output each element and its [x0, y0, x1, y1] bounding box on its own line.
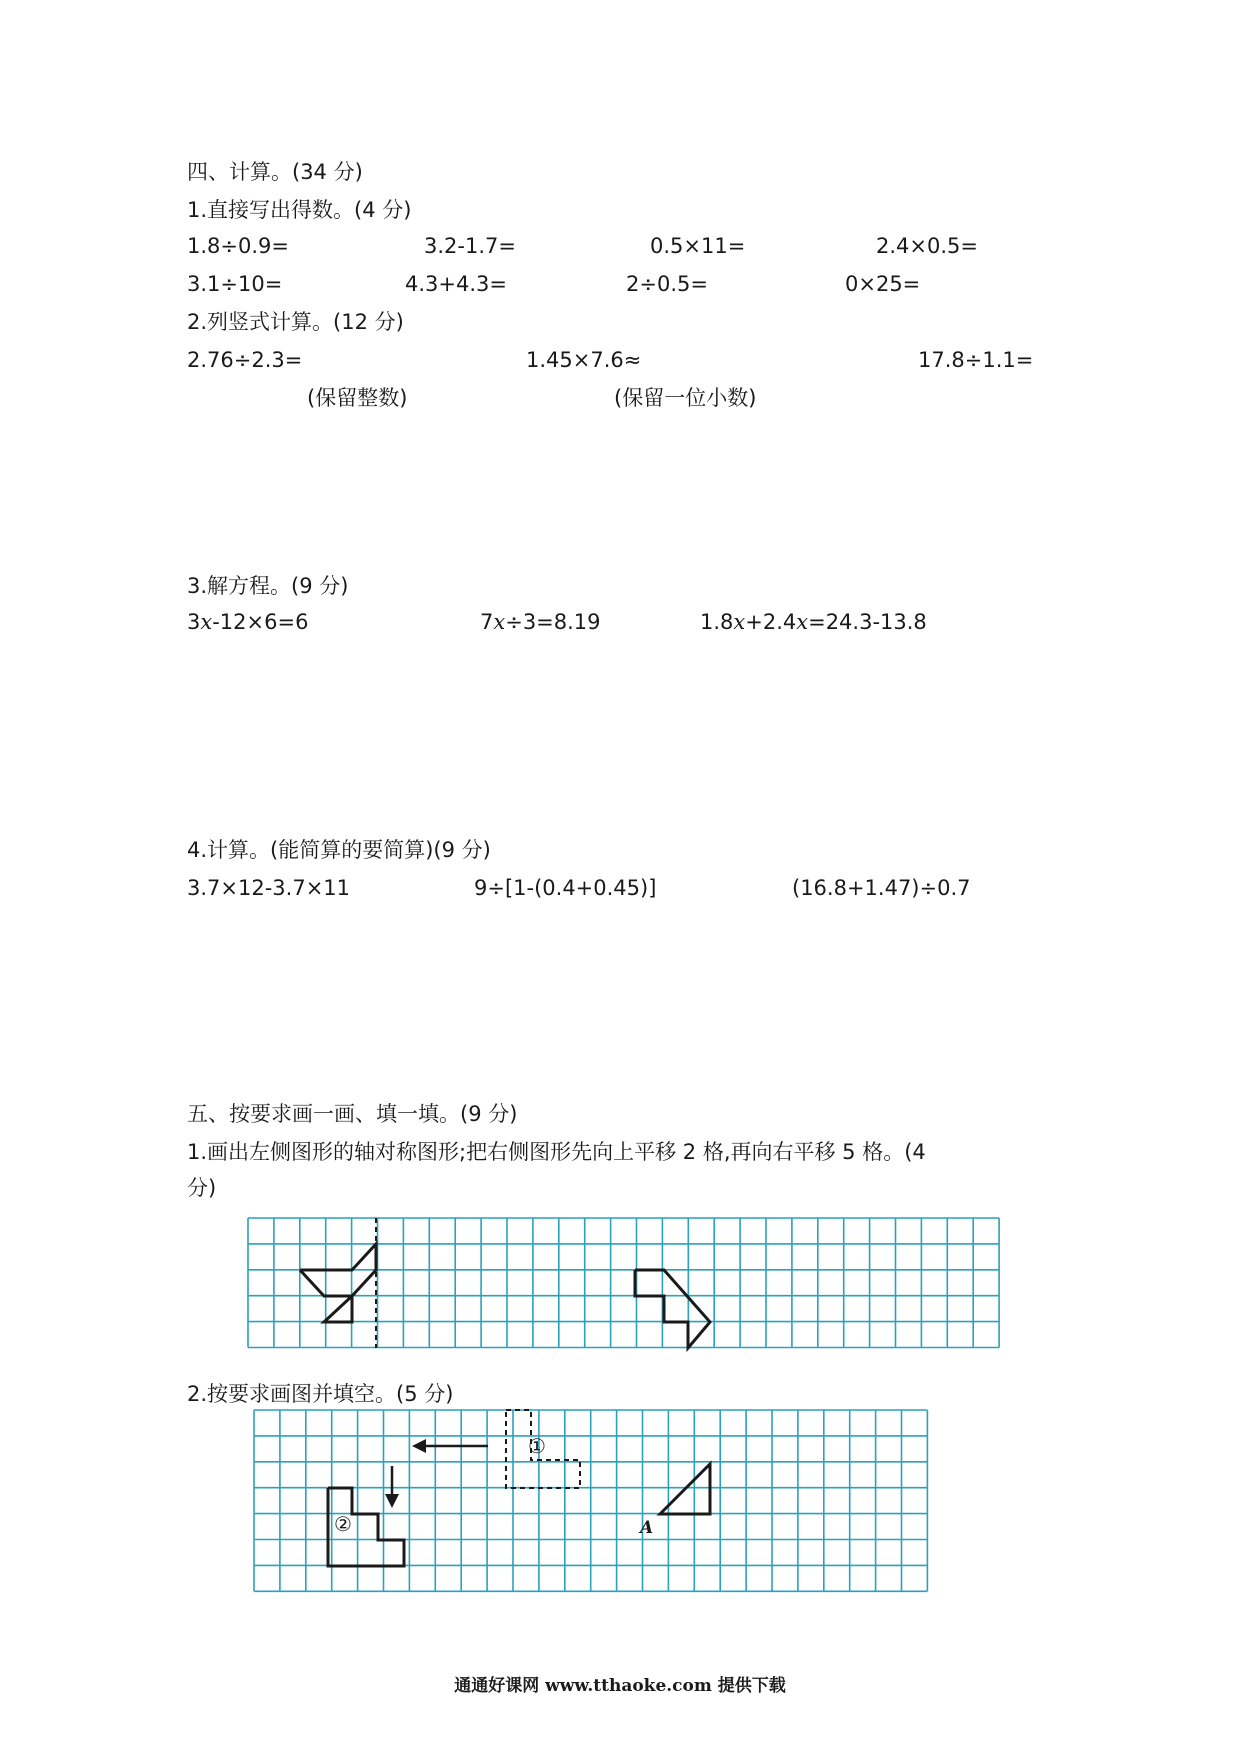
oral-calc-item: 2.4×0.5= — [876, 234, 978, 258]
question-3-title: 3.解方程。(9 分) — [187, 574, 349, 598]
question-2-title: 2.列竖式计算。(12 分) — [187, 310, 404, 334]
drawing-question-1-title-cont: 分) — [187, 1176, 217, 1200]
oral-calc-item: 1.8÷0.9= — [187, 234, 289, 258]
equation-2: 7x÷3=8.19 — [480, 610, 601, 634]
question-4-title: 4.计算。(能简算的要简算)(9 分) — [187, 838, 491, 862]
vertical-calc-item: 2.76÷2.3= — [187, 348, 303, 372]
simplify-calc-item: 9÷[1-(0.4+0.45)] — [474, 876, 657, 900]
oral-calc-item: 4.3+4.3= — [405, 272, 507, 296]
simplify-calc-item: (16.8+1.47)÷0.7 — [792, 876, 971, 900]
rounding-note: (保留整数) — [307, 386, 408, 410]
drawing-question-1-title: 1.画出左侧图形的轴对称图形;把右侧图形先向上平移 2 格,再向右平移 5 格。(4 — [187, 1140, 926, 1164]
simplify-calc-item: 3.7×12-3.7×11 — [187, 876, 351, 900]
equation-3: 1.8x+2.4x=24.3-13.8 — [700, 610, 927, 634]
drawing-question-2-title: 2.按要求画图并填空。(5 分) — [187, 1382, 454, 1406]
shape-2-label: ② — [334, 1512, 352, 1536]
vertical-calc-item: 1.45×7.6≈ — [526, 348, 642, 372]
equation-1: 3x-12×6=6 — [187, 610, 309, 634]
rounding-note: (保留一位小数) — [614, 386, 757, 410]
point-a-label: A — [640, 1518, 654, 1538]
shape-1-label: ① — [528, 1434, 546, 1458]
footer-credit: 通通好课网 www.tthaoke.com 提供下载 — [454, 1676, 786, 1696]
section-5-title: 五、按要求画一画、填一填。(9 分) — [187, 1102, 518, 1126]
oral-calc-item: 2÷0.5= — [626, 272, 708, 296]
oral-calc-item: 0×25= — [845, 272, 921, 296]
question-1-title: 1.直接写出得数。(4 分) — [187, 198, 412, 222]
oral-calc-item: 3.2-1.7= — [424, 234, 516, 258]
section-4-title: 四、计算。(34 分) — [187, 160, 363, 184]
vertical-calc-item: 17.8÷1.1= — [918, 348, 1034, 372]
oral-calc-item: 0.5×11= — [650, 234, 746, 258]
oral-calc-item: 3.1÷10= — [187, 272, 283, 296]
triangle-shape — [660, 1464, 710, 1514]
